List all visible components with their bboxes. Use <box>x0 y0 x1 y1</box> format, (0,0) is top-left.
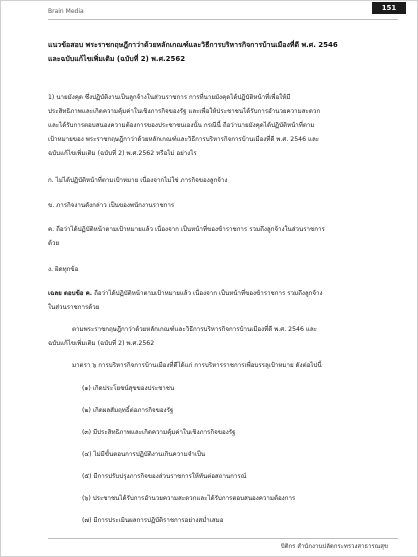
option-c-line-1: ค. ถือว่าได้ปฏิบัติหน้าตามเป้าหมายแล้ว เนื่องจาก เป็นหน้าที่ของข้าราชการ รวมถึงลูกจ้างในส่วนราชการ <box>48 226 325 233</box>
answer-line-2: ในส่วนราชการด้วย <box>48 304 100 311</box>
explanation-line-2: ฉบับแก้ไขเพิ่มเติม (ฉบับที่ 2) พ.ศ.2562 <box>48 340 155 347</box>
article-item: (๓) มีประสิทธิภาพและเกิดความคุ้มค่าในเชิงภารกิจของรัฐ <box>82 429 236 436</box>
option-c-line-2: ด้วย <box>48 240 60 247</box>
question-line: ประสิทธิภาพและเกิดความคุ้มค่าในเชิงภารกิจของรัฐ และเพื่อให้ประชาชนได้รับการอำนวยความสะดวก <box>48 108 321 115</box>
question-line: 1) นายมังคุด ซึ่งปฏิบัติงานเป็นลูกจ้างในส่วนราชการ การที่นายมังคุดได้ปฏิบัติหน้าที่เพื่อให้มี <box>48 94 291 101</box>
article-item: (๗) มีการประเมินผลการปฏิบัติราชการอย่างสม่ำเสมอ <box>82 517 224 524</box>
option-a: ก. ไม่ได้ปฏิบัติหน้าที่ตามเป้าหมาย เนื่องจากไม่ใช่ ภารกิจของลูกจ้าง <box>48 177 228 184</box>
page-number-badge: 151 <box>372 2 406 14</box>
question-line: ฉบับแก้ไขเพิ่มเติม (ฉบับที่ 2) พ.ศ.2562 หรือไม่ อย่างไร <box>48 150 197 157</box>
answer-label: เฉลย ตอบข้อ ค. <box>48 290 93 297</box>
article-item: (๔) ไม่มีขั้นตอนการปฏิบัติงานเกินความจำเป็น <box>82 451 206 458</box>
header-divider <box>48 19 398 20</box>
title-line-1: แนวข้อสอบ พระราชกฤษฎีกาว่าด้วยหลักเกณฑ์และวิธีการบริหารกิจการบ้านเมืองที่ดี พ.ศ. 2546 <box>48 41 338 49</box>
answer-text: ถือว่าได้ปฏิบัติหน้าตามเป้าหมายแล้ว เนื่องจาก เป็นหน้าที่ของข้าราชการ รวมถึงลูกจ้าง <box>92 290 323 297</box>
article-item: (๕) มีการปรับปรุงภารกิจของส่วนราชการให้ทันต่อสถานการณ์ <box>82 473 247 480</box>
title-line-2: และฉบับแก้ไขเพิ่มเติม (ฉบับที่ 2) พ.ศ.2562 <box>48 55 186 63</box>
question-line: และได้รับการตอบสนองความต้องการของประชาชนเองนั้น กรณีนี้ ถือว่านายมังคุดได้ปฏิบัติหน้าที่ตาม <box>48 122 315 129</box>
header-brand: Brain Media <box>48 8 84 15</box>
document-title <box>48 38 358 66</box>
option-d: ง. ผิดทุกข้อ <box>48 266 79 273</box>
option-b: ข. ภารกิจงานดังกล่าว เป็นของพนักงานราชการ <box>48 202 175 209</box>
article-item: (๖) ประชาชนได้รับการอำนวยความสะดวกและได้รับการตอบสนองความต้องการ <box>82 495 296 502</box>
footer-text: บิติกร สำนักงานปลัดกระทรวงสาธารณสุข <box>280 543 388 550</box>
question-line: เป้าหมายของ พระราชกฤษฎีกาว่าด้วยหลักเกณฑ์และวิธีการบริหารกิจการบ้านเมืองที่ดี พ.ศ. 2546 และ <box>48 136 320 143</box>
answer-line-1 <box>48 288 380 301</box>
footer-divider <box>48 538 398 539</box>
explanation-line-1: ตามพระราชกฤษฎีกาว่าด้วยหลักเกณฑ์และวิธีการบริหารกิจการบ้านเมืองที่ดี พ.ศ. 2546 และ <box>72 326 317 333</box>
article-item: (๑) เกิดประโยชน์สุขของประชาชน <box>82 385 175 392</box>
article-item: (๒) เกิดผลสัมฤทธิ์ต่อภารกิจของรัฐ <box>82 407 174 414</box>
article-heading: มาตรา ๖ การบริหารกิจการบ้านเมืองที่ดีได้แก่ การบริหารราชการเพื่อบรรลุเป้าหมาย ดังต่อไปนี้ <box>72 362 322 369</box>
